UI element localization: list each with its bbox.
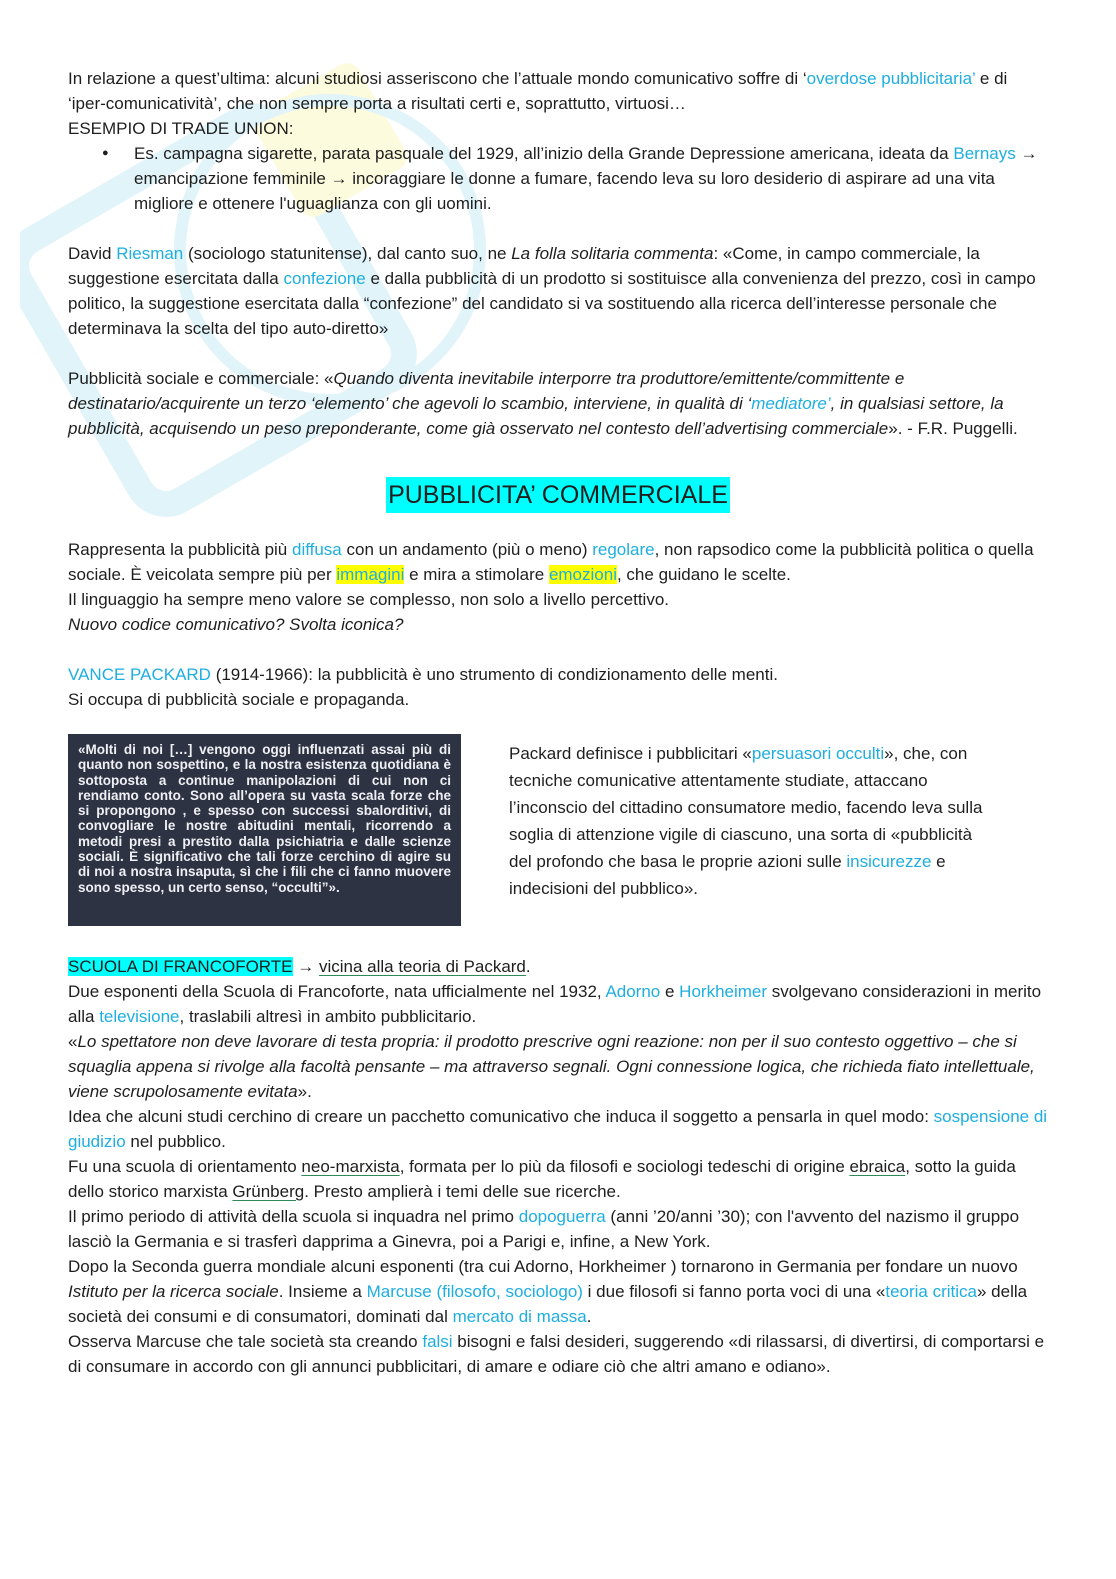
text-run: David: [68, 244, 117, 263]
text-run: Pubblicità sociale e commerciale: «: [68, 369, 334, 388]
text-run: Rappresenta la pubblicità più: [68, 540, 292, 559]
keyword-confezione: confezione: [283, 269, 366, 288]
italic-quote: , in qualsiasi settore, la pubblicità, acquisendo un peso preponderante, come già osservato nel contesto dell’advertising commerciale: [68, 394, 1004, 438]
packard-section: [68, 734, 1048, 926]
underlined-note: vicina alla teoria di Packard: [318, 957, 526, 976]
text-run: e mira a stimolare: [404, 565, 549, 584]
text-run: i due filosofi si fanno porta voci di una «: [582, 1282, 886, 1301]
paragraph-marcuse: [68, 1329, 1048, 1379]
text-run: », che, con tecniche comunicative attentamente studiate, attaccano l’inconscio del cittadino consumatore medio, facendo leva sulla soglia di attenzione vigile di ciascuno, una sorta di «pubblicità del profondo che basa le proprie azioni sulle: [509, 744, 983, 871]
text-run: Dopo la Seconda guerra mondiale alcuni esponenti (tra cui Adorno, Horkheimer ) tornarono in Germania per fondare un nuovo: [68, 1257, 1018, 1276]
text-run: .: [525, 957, 531, 976]
list-item: [134, 141, 1048, 216]
paragraph-spettatore: [68, 1029, 1048, 1104]
text-run: Packard definisce i pubblicitari «: [509, 744, 752, 763]
keyword-bernays: Bernays: [953, 144, 1016, 163]
text-run: ».: [297, 1082, 312, 1101]
text-run: Osserva Marcuse che tale società sta creando: [68, 1332, 423, 1351]
paragraph-packard-2: Si occupa di pubblicità sociale e propaganda.: [68, 690, 410, 709]
paragraph-istituto: [68, 1254, 1048, 1329]
text-run: , non rapsodico come la pubblicità politica o quella sociale. È veicolata sempre più per: [68, 540, 1034, 584]
keyword-mediatore: mediatore’: [751, 394, 831, 413]
paragraph-riesman: [68, 241, 1048, 341]
trade-union-label: ESEMPIO DI TRADE UNION:: [68, 119, 294, 138]
keyword-dopoguerra: dopoguerra: [518, 1207, 606, 1226]
keyword-insicurezze: insicurezze: [846, 852, 932, 871]
text-run: (anni ’20/anni ’30); con l'avvento del nazismo il gruppo lasciò la Germania e si trasferì dapprima a Ginevra, poi a Parigi e, infine, a New York.: [68, 1207, 1020, 1251]
text-run: e di ‘iper-comunicatività’, che non sempre porta a risultati certi e, soprattutto, virtuosi…: [68, 69, 1008, 113]
text-run: e: [660, 982, 680, 1001]
keyword-persuasori-occulti: persuasori occulti: [751, 744, 885, 763]
text-run: ». - F.R. Puggelli.: [888, 419, 1018, 438]
italic-quote: Lo spettatore non deve lavorare di testa propria: il prodotto prescrive ogni reazione: non per il suo contesto oggettivo – che si squaglia appena si rivolge alla facoltà pensante – ma attraverso segnali. Ogni connessione logica, che richieda fiato intellettuale, viene scrupolosamente evitata: [68, 1032, 1035, 1101]
keyword-regolare: regolare: [592, 540, 655, 559]
paragraph-codice: [68, 612, 1048, 637]
bullet-list: [68, 141, 1048, 216]
text-run: Idea che alcuni studi cerchino di creare un pacchetto comunicativo che induca il soggetto a pensarla in quel modo:: [68, 1107, 934, 1126]
keyword-teoria-critica: teoria critica: [885, 1282, 977, 1301]
text-run: bisogni e falsi desideri, suggerendo «di rilassarsi, di divertirsi, di comportarsi e di consumare in accordo con gli annunci pubblicitari, di amare e odiare ciò che altri amano e odiano».: [68, 1332, 1045, 1376]
italic-quote: Quando diventa inevitabile interporre tra produttore/emittente/committente e destinatario/acquirente un terzo ‘elemento’ che agevoli lo scambio, interviene, in qualità di ‘: [68, 369, 905, 413]
paragraph-overdose: [68, 66, 1048, 116]
paragraph-commerciale: [68, 537, 1048, 587]
packard-description: [509, 740, 999, 902]
keyword-televisione: televisione: [99, 1007, 180, 1026]
keyword-adorno: Adorno: [605, 982, 661, 1001]
text-run: : «Come, in campo commerciale, la suggestione esercitata dalla: [68, 244, 980, 288]
text-run: » della società dei consumi e di consumatori, dominati dal: [68, 1282, 1028, 1326]
text-run: → emancipazione femminile → incoraggiare le donne a fumare, facendo leva su loro desiderio di aspirare ad una vita migliore e ottenere l'uguaglianza con gli uomini.: [134, 144, 1038, 213]
keyword-vance-packard: VANCE PACKARD: [68, 665, 211, 684]
text-run: (1914-1966): la pubblicità è uno strumento di condizionamento delle menti.: [210, 665, 778, 684]
text-run: , sotto la guida dello storico marxista: [68, 1157, 1016, 1201]
keyword-overdose: overdose pubblicitaria’: [806, 69, 976, 88]
text-run: , traslabili altresì in ambito pubblicitario.: [179, 1007, 477, 1026]
keyword-marcuse: Marcuse (filosofo, sociologo): [366, 1282, 583, 1301]
section-heading-wrap: [68, 477, 1048, 513]
packard-quote-box: «Molti di noi […] vengono oggi influenzati assai più di quanto non sospettino, e la nostra esistenza quotidiana è sottoposta a continue manipolazioni di cui non ci rendiamo conto. Sono all’opera su vasta scala forze che si propongono , e spesso con successi sbalorditivi, di convogliare le nostre abitudini mentali, ricorrendo a metodi presi a prestito dalla psichiatria e dalle scienze sociali. È significativo che tali forze cerchino di agire su di noi a nostra insaputa, sì che i fili che ci fanno muovere sono spesso, un certo senso, “occulti”».: [68, 734, 461, 926]
francoforte-title-line: [68, 954, 1048, 979]
keyword-riesman: Riesman: [116, 244, 184, 263]
text-run: svolgevano considerazioni in merito alla: [68, 982, 1042, 1026]
text-run: Due esponenti della Scuola di Francoforte, nata ufficialmente nel 1932,: [68, 982, 606, 1001]
text-run: Fu una scuola di orientamento: [68, 1157, 302, 1176]
text-run: , formata per lo più da filosofi e sociologi tedeschi di origine: [399, 1157, 850, 1176]
paragraph-dopoguerra: [68, 1204, 1048, 1254]
text-run: In relazione a quest’ultima: alcuni studiosi asseriscono che l’attuale mondo comunicativo soffre di ‘: [68, 69, 807, 88]
keyword-ebraica: ebraica: [849, 1157, 906, 1176]
paragraph-puggelli: [68, 366, 1048, 441]
keyword-emozioni: emozioni: [548, 565, 617, 584]
keyword-sospensione: sospensione di giudizio: [68, 1107, 1048, 1151]
italic-question: Nuovo codice comunicativo? Svolta iconica?: [68, 615, 404, 634]
paragraph-linguaggio: Il linguaggio ha sempre meno valore se complesso, non solo a livello percettivo.: [68, 590, 669, 609]
paragraph-adorno: [68, 979, 1048, 1029]
text-run: «: [68, 1032, 78, 1051]
text-run: con un andamento (più o meno): [341, 540, 593, 559]
text-run: nel pubblico.: [125, 1132, 226, 1151]
paragraph-packard: [68, 662, 1048, 687]
keyword-neo-marxista: neo-marxista: [301, 1157, 400, 1176]
keyword-immagini: immagini: [336, 565, 405, 584]
section-heading: PUBBLICITA’ COMMERCIALE: [386, 477, 730, 513]
keyword-grunberg: Grünberg: [232, 1182, 305, 1201]
text-run: e indecisioni del pubblico».: [509, 852, 946, 898]
keyword-falsi: falsi: [422, 1332, 453, 1351]
italic-title: Istituto per la ricerca sociale: [68, 1282, 279, 1301]
keyword-diffusa: diffusa: [291, 540, 342, 559]
text-run: . Presto amplierà i temi delle sue ricerche.: [304, 1182, 621, 1201]
paragraph-orientamento: [68, 1154, 1048, 1204]
keyword-mercato-di-massa: mercato di massa: [452, 1307, 587, 1326]
text-run: e dalla pubblicità di un prodotto si sostituisce alla convenienza del prezzo, così in campo politico, la suggestione esercitata dalla “confezione” del candidato si va sostituendo alla ricerca dell’interesse personale che determinava la scelta del tipo auto-diretto»: [68, 269, 1036, 338]
book-title: La folla solitaria commenta: [511, 244, 714, 263]
arrow-icon: →: [292, 957, 319, 976]
text-run: Il primo periodo di attività della scuola si inquadra nel primo: [68, 1207, 519, 1226]
paragraph-idea: [68, 1104, 1048, 1154]
text-run: , che guidano le scelte.: [616, 565, 791, 584]
text-run: Es. campagna sigarette, parata pasquale del 1929, all’inizio della Grande Depressione americana, ideata da: [134, 144, 954, 163]
text-run: . Insieme a: [278, 1282, 367, 1301]
text-run: .: [586, 1307, 592, 1326]
keyword-horkheimer: Horkheimer: [679, 982, 768, 1001]
francoforte-title: SCUOLA DI FRANCOFORTE: [68, 957, 293, 976]
text-run: (sociologo statunitense), dal canto suo, ne: [183, 244, 512, 263]
document-page: [68, 66, 1048, 1379]
